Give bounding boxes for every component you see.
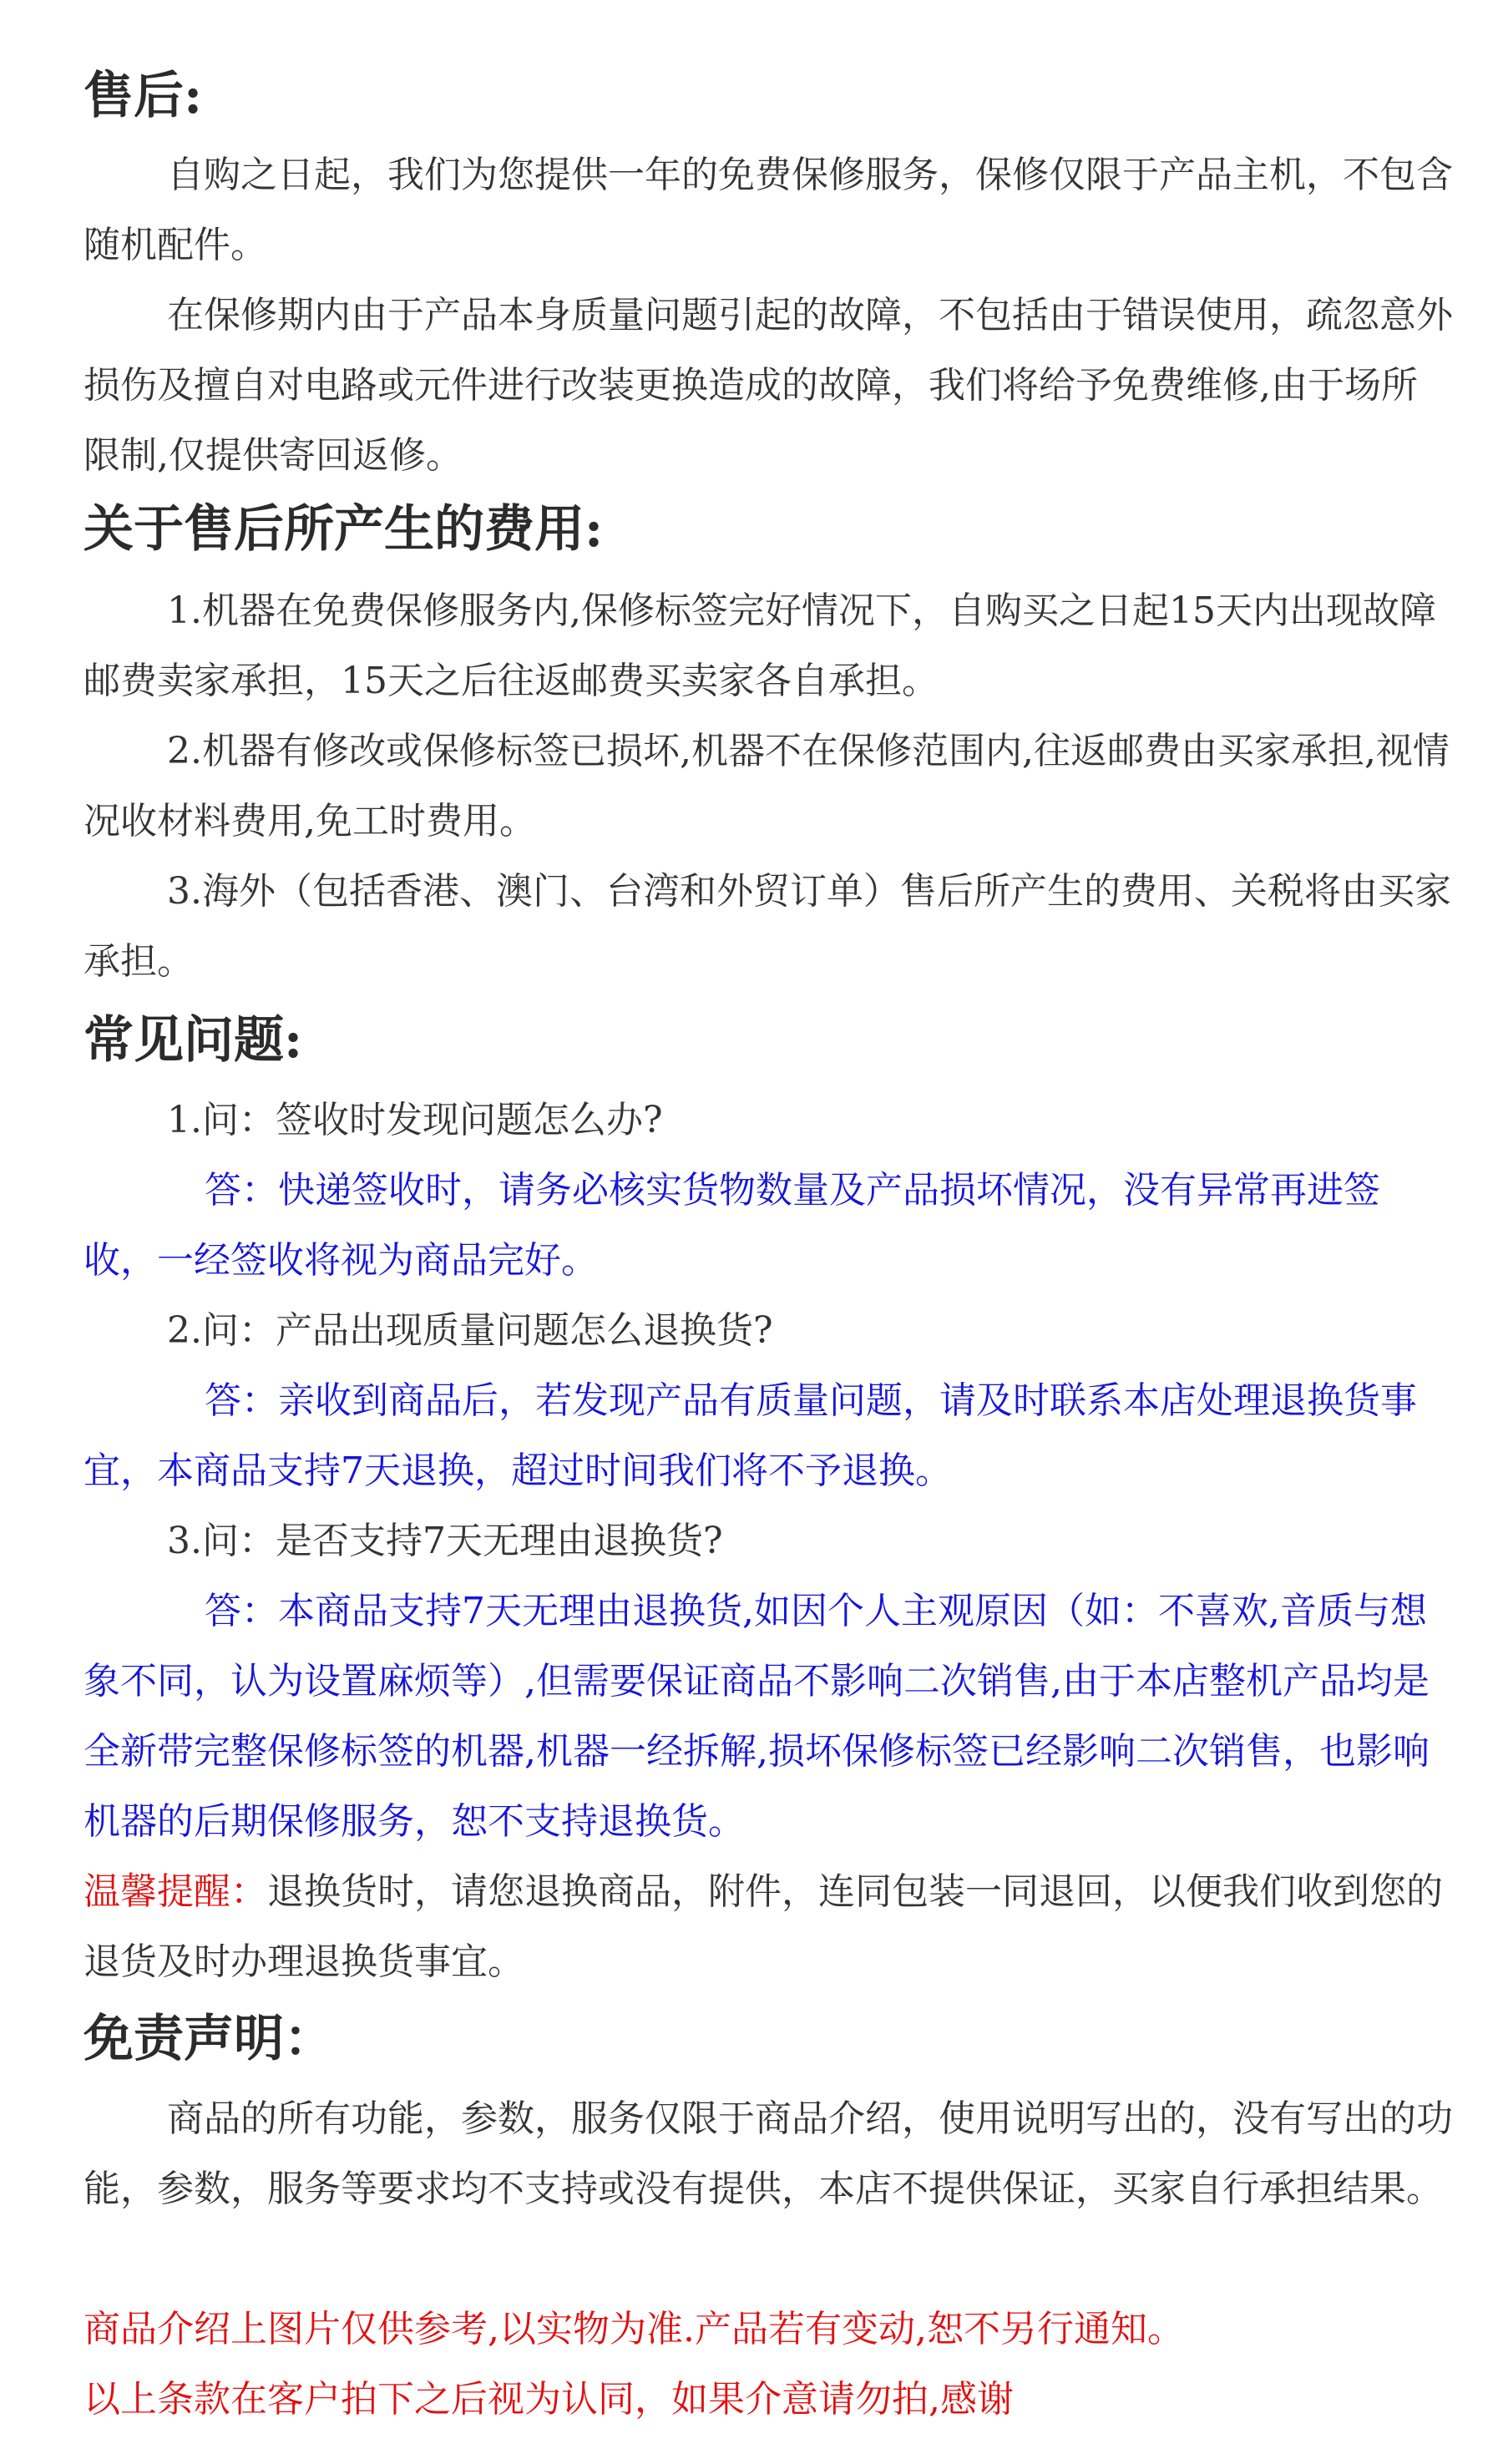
faq-question-3: 3.问：是否支持7天无理由退换货? xyxy=(167,1520,723,1562)
faq-question-2: 2.问：产品出现质量问题怎么退换货? xyxy=(167,1309,773,1352)
fees-item-3: 3.海外（包括香港、澳门、台湾和外贸订单）售后所产生的费用、关税将由买家承担。 xyxy=(84,870,1451,983)
warm-reminder-text: 退换货时，请您退换商品，附件，连同包装一同退回，以便我们收到您的退货及时办理退换货事宜。 xyxy=(84,1870,1443,1983)
heading-faq: 常见问题: xyxy=(84,1011,303,1070)
fees-item-2: 2.机器有修改或保修标签已损坏,机器不在保修范围内,往返邮费由买家承担,视情况收材料费用,免工时费用。 xyxy=(84,730,1450,842)
warm-reminder xyxy=(84,1857,1453,1997)
heading-after-sale: 售后: xyxy=(84,67,203,125)
faq-answer-3: 答：本商品支持7天无理由退换货,如因个人主观原因（如：不喜欢,音质与想象不同，认为设置麻烦等）,但需要保证商品不影响二次销售,由于本店整机产品均是全新带完整保修标签的机器,机器一经拆解,损坏保修标签已经影响二次销售，也影响机器的后期保修服务，恕不支持退换货。 xyxy=(84,1590,1430,1843)
disclaimer-paragraph: 商品的所有功能，参数，服务仅限于商品介绍，使用说明写出的，没有写出的功能，参数，服务等要求均不支持或没有提供，本店不提供保证，买家自行承担结果。 xyxy=(84,2097,1453,2210)
disclaimer-notice-2: 以上条款在客户拍下之后视为认同，如果介意请勿拍,感谢 xyxy=(84,2378,1014,2421)
faq-answer-1: 答：快递签收时，请务必核实货物数量及产品损坏情况，没有异常再进签收，一经签收将视为商品完好。 xyxy=(84,1169,1380,1282)
disclaimer-notice-1: 商品介绍上图片仅供参考,以实物为准.产品若有变动,恕不另行通知。 xyxy=(84,2308,1184,2350)
heading-disclaimer: 免责声明： xyxy=(84,2010,334,2068)
after-sale-paragraph-2: 在保修期内由于产品本身质量问题引起的故障，不包括由于错误使用，疏忽意外损伤及擅自对电路或元件进行改装更换造成的故障，我们将给予免费维修,由于场所限制,仅提供寄回返修。 xyxy=(84,294,1453,477)
fees-item-1: 1.机器在免费保修服务内,保修标签完好情况下，自购买之日起15天内出现故障邮费卖家承担，15天之后往返邮费买卖家各自承担。 xyxy=(84,589,1436,702)
heading-fees: 关于售后所产生的费用: xyxy=(84,500,604,559)
after-sale-paragraph-1: 自购之日起，我们为您提供一年的免费保修服务，保修仅限于产品主机，不包含随机配件。 xyxy=(84,154,1453,266)
faq-answer-2: 答：亲收到商品后，若发现产品有质量问题，请及时联系本店处理退换货事宜，本商品支持7天退换，超过时间我们将不予退换。 xyxy=(84,1379,1417,1492)
warm-reminder-label: 温馨提醒： xyxy=(84,1870,267,1913)
faq-question-1: 1.问：签收时发现问题怎么办? xyxy=(167,1099,663,1141)
